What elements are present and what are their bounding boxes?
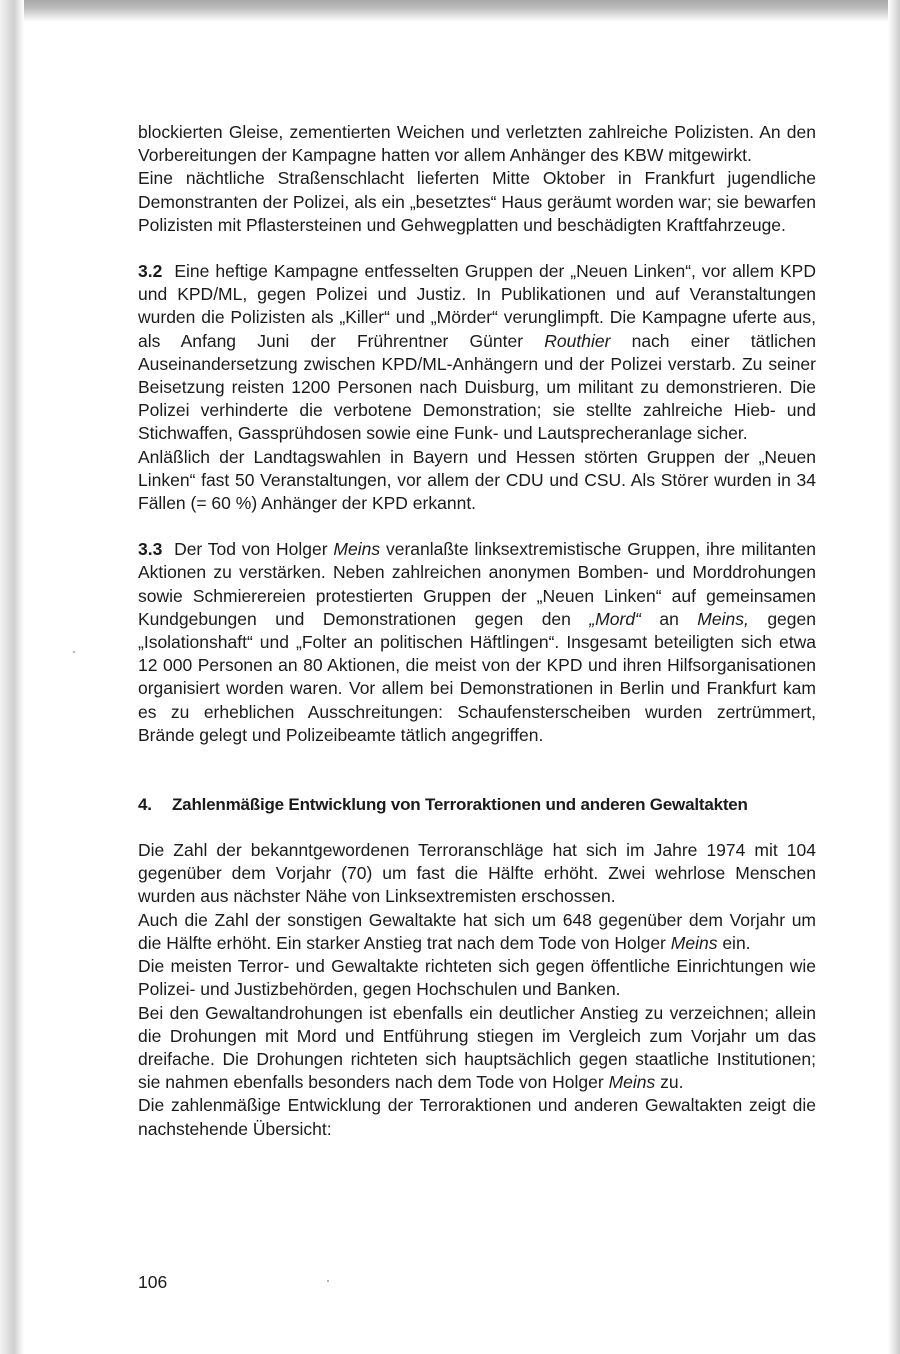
name-meins: Meins	[670, 932, 718, 953]
section-4-p2-text-b: ein.	[722, 932, 751, 953]
section-number: 3.3	[138, 539, 163, 560]
section-4-paragraph-3: Die meisten Terror- und Gewaltakte richteten sich gegen öffentliche Einrichtungen wie Polizei- und Justizbehörden, gegen Hochschulen und Banken.	[138, 956, 816, 1000]
section-3-2-text-b: nach einer tätlichen Auseinandersetzung zwischen KPD/ML-Anhängern und der Polizei verstarb. Zu seiner Beisetzung reisten 1200 Personen nach Duisburg, um militant zu demonstrieren. Die Polizei verhinderte die verbotene Demonstration; sie stellte zahlreiche Hieb- und Stichwaffen, Gassprühdosen sowie eine Funk- und Lautsprecheranlage sicher.	[138, 330, 816, 444]
section-4-title: Zahlenmäßige Entwicklung von Terroraktionen und anderen Gewaltakten	[172, 795, 748, 815]
section-4-p2-text-a: Auch die Zahl der sonstigen Gewaltakte hat sich um 648 gegenüber dem Vorjahr um die Hälfte erhöht. Ein starker Anstieg trat nach dem Tode von Holger	[138, 909, 816, 953]
section-4-paragraph-5: Die zahlenmäßige Entwicklung der Terroraktionen und anderen Gewaltakten zeigt die nachstehende Übersicht:	[138, 1095, 816, 1139]
section-3-3-text-b: veranlaßte linksextremistische Gruppen, ihre militanten Aktionen zu verstärken. Neben zahlreichen anonymen Bomben- und Morddrohungen sowie Schmierereien protestierten Gruppen der „Neuen Linken“ auf gemeinsamen Kundgebungen und Demonstrationen gegen den	[138, 539, 816, 629]
section-4-paragraph-4	[138, 1002, 816, 1095]
section-4-p4-text-b: zu.	[660, 1072, 684, 1093]
section-4-heading	[138, 793, 816, 816]
scan-top-shadow	[0, 0, 900, 22]
scan-right-shadow	[888, 0, 900, 1354]
section-3-2-text-a: Eine heftige Kampagne entfesselten Gruppen der „Neuen Linken“, vor allem KPD und KPD/ML, gegen Polizei und Justiz. In Publikationen und auf Veranstaltungen wurden die Polizisten als „Killer“ und „Mörder“ verunglimpft. Die Kampagne uferte aus, als Anfang Juni der Frührentner Günter	[138, 261, 816, 351]
section-number: 3.2	[138, 261, 163, 282]
section-4-p4-text-a: Bei den Gewaltandrohungen ist ebenfalls ein deutlicher Anstieg zu verzeichnen; allein die Drohungen mit Mord und Entführung stiegen im Vergleich zum Vorjahr um das dreifache. Die Drohungen richteten sich hauptsächlich gegen staatliche Institutionen; sie nahmen ebenfalls besonders nach dem Tode von Holger	[138, 1002, 816, 1093]
intro-paragraph-1: blockierten Gleise, zementierten Weichen und verletzten zahlreiche Polizisten. An den Vorbereitungen der Kampagne hatten vor allem Anhänger des KBW mitgewirkt.	[138, 122, 816, 166]
name-routhier: Routhier	[544, 330, 611, 351]
section-3-3-text-d: gegen „Isolationshaft“ und „Folter an politischen Häftlingen“. Insgesamt beteiligten sich etwa 12 000 Personen an 80 Aktionen, die meist von der KPD und ihren Hilfsorganisationen organisiert worden waren. Vor allem bei Demonstrationen in Berlin und Frankfurt kam es zu erheblichen Ausschreitungen: Schaufensterscheiben wurden zertrümmert, Brände gelegt und Polizeibeamte tätlich angegriffen.	[138, 608, 816, 745]
word-mord: „Mord“	[589, 608, 641, 629]
name-meins: Meins	[608, 1072, 656, 1093]
scan-speck	[327, 1280, 329, 1282]
section-3-3-text-a: Der Tod von Holger	[174, 539, 328, 560]
page-number: 106	[138, 1272, 168, 1292]
section-4-paragraph-2	[138, 909, 816, 955]
intro-paragraph-2: Eine nächtliche Straßenschlacht lieferten Mitte Oktober in Frankfurt jugendliche Demonstranten der Polizei, als ein „besetztes“ Haus geräumt worden war; sie bewarfen Polizisten mit Pflastersteinen und Gehwegplatten und beschädigten Kraftfahrzeuge.	[138, 168, 816, 235]
name-meins: Meins,	[697, 608, 749, 629]
section-3-2-paragraph-2: Anläßlich der Landtagswahlen in Bayern und Hessen störten Gruppen der „Neuen Linken“ fast 50 Veranstaltungen, vor allem der CDU und CSU. Als Störer wurden in 34 Fällen (= 60 %) Anhänger der KPD erkannt.	[138, 446, 816, 514]
scan-speck	[73, 651, 75, 653]
name-meins: Meins	[333, 539, 381, 560]
section-number: 4.	[138, 795, 152, 815]
scan-binding-shadow	[0, 0, 24, 1354]
section-3-3-text-c: an	[659, 608, 679, 629]
document-body	[138, 121, 816, 1141]
section-3-3-paragraph	[138, 538, 816, 747]
section-3-2-paragraph	[138, 260, 816, 446]
section-4-paragraph-1: Die Zahl der bekanntgewordenen Terroranschläge hat sich im Jahre 1974 mit 104 gegenüber dem Vorjahr (70) um fast die Hälfte erhöht. Zwei wehrlose Menschen wurden aus nächster Nähe von Linksextremisten erschossen.	[138, 840, 816, 907]
